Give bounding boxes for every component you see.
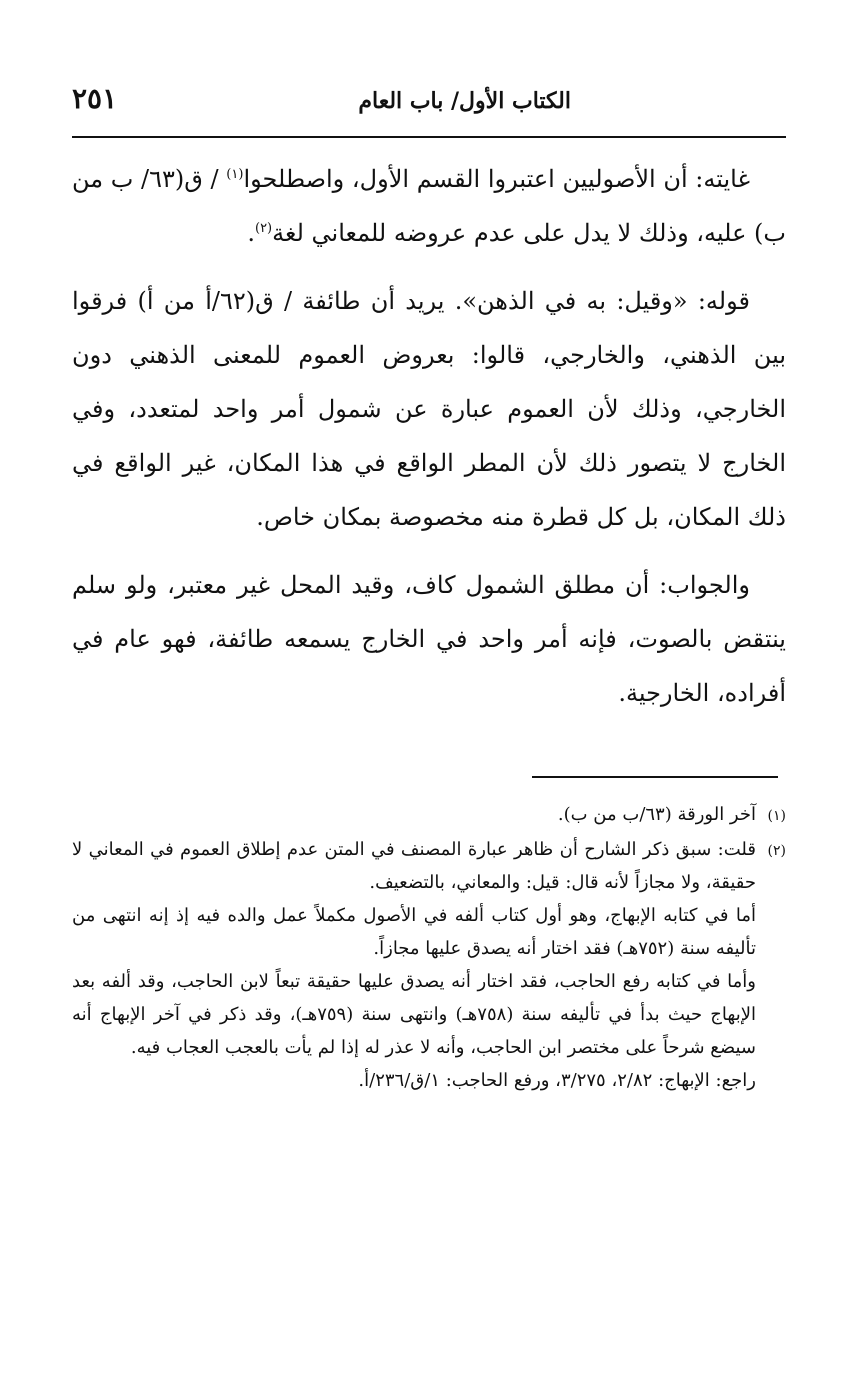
page-number: ٢٥١ xyxy=(72,82,118,115)
main-text xyxy=(72,152,786,734)
footnote-1 xyxy=(72,798,786,833)
footnote-text: آخر الورقة (٦٣/ب من ب). xyxy=(557,804,756,825)
footnote-ref-2: (٢) xyxy=(254,221,273,236)
footnote-text: قلت: سبق ذكر الشارح أن ظاهر عبارة المصنف في المتن عدم إطلاق العموم في المعاني لا حقيقة، ولا مجازاً لأنه قال: قيل: والمعاني، بالتضعيف. xyxy=(72,839,756,893)
paragraph-1-text-a: غايته: أن الأصوليين اعتبروا القسم الأول، واصطلحوا xyxy=(243,165,751,193)
paragraph-1-text-b: / ق(٦٣/ ب من ب) عليه، وذلك لا يدل على عدم عروضه للمعاني لغة xyxy=(72,165,786,247)
running-header xyxy=(72,82,786,122)
paragraph-3: والجواب: أن مطلق الشمول كاف، وقيد المحل غير معتبر، ولو سلم ينتقض بالصوت، فإنه أمر واحد في الخارج يسمعه طائفة، فهو عام في أفراده، الخارجية. xyxy=(72,571,786,707)
paragraph-2: قوله: «وقيل: به في الذهن». يريد أن طائفة / ق(٦٢/أ من أ) فرقوا بين الذهني، والخارجي، قالوا: بعروض العموم للمعنى الذهني دون الخارجي، وذلك لأن العموم عبارة عن شمول أمر واحد لمتعدد، وفي الخارج لا يتصور ذلك لأن المطر الواقع في هذا المكان، غير الواقع في ذلك المكان، بل كل قطرة منه مخصوصة بمكان خاص. xyxy=(72,287,786,531)
header-divider xyxy=(72,136,786,138)
footnote-2 xyxy=(72,833,786,899)
footnotes xyxy=(72,798,786,1097)
footnote-divider xyxy=(532,776,778,778)
footnote-ref-1: (١) xyxy=(226,167,244,182)
running-title: الكتاب الأول/ باب العام xyxy=(358,88,571,114)
footnote-2-continuation: وأما في كتابه رفع الحاجب، فقد اختار أنه يصدق عليها حقيقة تبعاً لابن الحاجب، وقد ألفه بعد الإبهاج حيث بدأ في تأليفه سنة (٧٥٨هـ) وانتهى سنة (٧٥٩هـ)، وقد ذكر في آخر الإبهاج أنه سيضع شرحاً على مختصر ابن الحاجب، وأنه لا عذر له إذا لم يأت بالعجب العجاب فيه. xyxy=(72,971,756,1058)
footnote-2-continuation: أما في كتابه الإبهاج، وهو أول كتاب ألفه في الأصول مكملاً عمل والده فيه إذ إنه انتهى من تأليفه سنة (٧٥٢هـ) فقد اختار أنه يصدق عليها مجازاً. xyxy=(72,905,756,959)
footnote-2-references: راجع: الإبهاج: ٢/٨٢، ٣/٢٧٥، ورفع الحاجب: ١/ق/٢٣٦/أ. xyxy=(358,1070,756,1091)
footnote-number: (١) xyxy=(767,808,786,824)
paragraph-1-text-c: . xyxy=(247,219,255,247)
paragraph-1 xyxy=(72,152,786,260)
footnote-number: (٢) xyxy=(767,843,786,859)
